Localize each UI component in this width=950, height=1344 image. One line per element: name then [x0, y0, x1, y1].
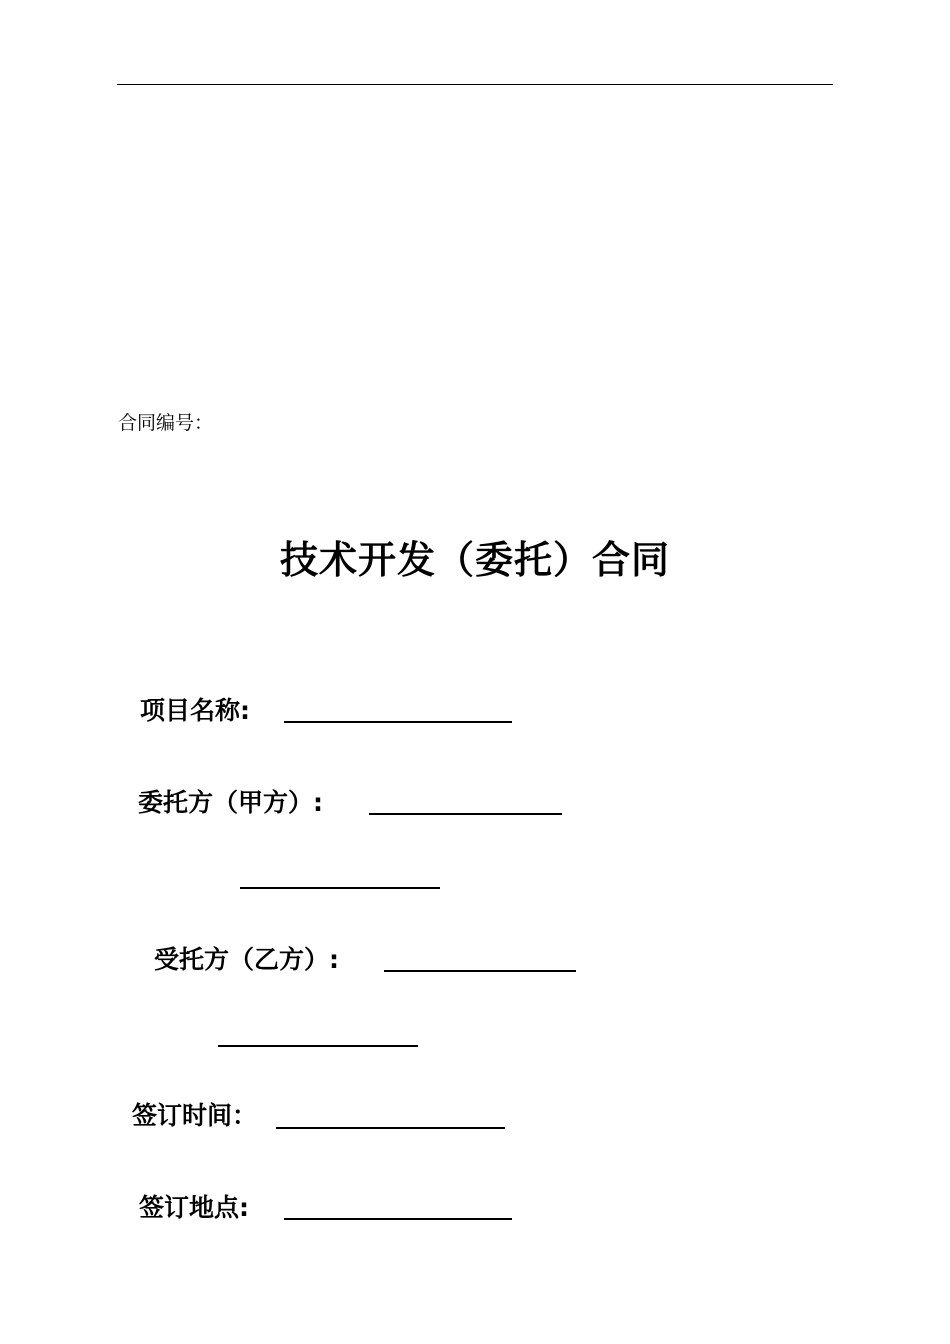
party-a-blank-continued — [240, 887, 440, 889]
project-name-label: 项目名称: — [140, 696, 250, 725]
party-a-label: 委托方（甲方）: — [138, 788, 323, 817]
party-b-blank — [384, 970, 576, 972]
signing-date-label: 签订时间： — [132, 1101, 258, 1130]
project-name-blank — [284, 721, 512, 723]
document-title: 技术开发（委托）合同 — [279, 538, 670, 582]
signing-place-label: 签订地点: — [139, 1193, 249, 1222]
party-a-blank — [369, 813, 562, 815]
party-b-blank-continued — [218, 1045, 418, 1047]
signing-date-blank — [276, 1127, 505, 1129]
header-rule — [117, 84, 833, 85]
party-b-label: 受托方（乙方）: — [154, 945, 339, 974]
signing-place-blank — [284, 1218, 512, 1220]
contract-number-label: 合同编号： — [118, 412, 214, 434]
